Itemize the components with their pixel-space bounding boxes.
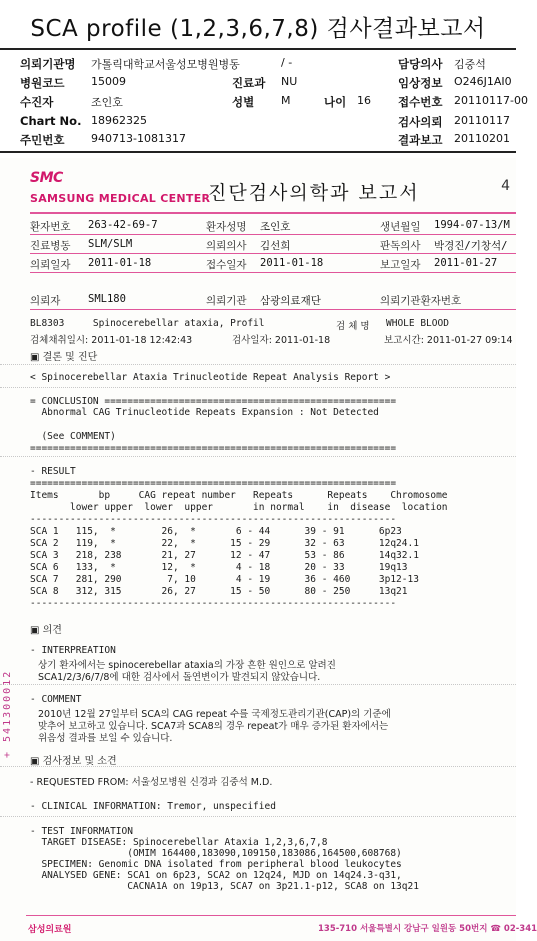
table-row: SCA 3 218, 238 21, 27 12 - 47 53 - 86 14q32.1 <box>30 550 419 561</box>
resident-id-label: 주민번호 <box>20 133 65 147</box>
chart-no-value: 18962325 <box>91 114 147 127</box>
scan-line <box>0 816 516 817</box>
result-rule-bottom: ---------------------------------------------------------------- <box>30 598 397 609</box>
test-code-line: BL8303 Spinocerebellar ataxia, Profil <box>30 318 265 329</box>
scan-line <box>0 364 516 365</box>
header-divider-bottom <box>0 151 516 153</box>
scan-line <box>0 766 516 767</box>
birth-label: 생년월일 <box>380 221 421 233</box>
report-date-value-2: 2011-01-27 <box>434 257 498 269</box>
interpretation-line-2: SCA1/2/3/6/7/8에 대한 검사에서 돌연변이가 발견되지 않았습니다. <box>38 672 321 683</box>
footer-address: 135-710 서울특별시 강남구 일원동 50번지 ☎ 02-341 <box>318 924 537 934</box>
grid-line <box>30 234 516 235</box>
collect-time: 검체채취일시: 2011-01-18 12:42:43 <box>30 335 193 346</box>
interpretation-line-1: 상기 환자에서는 spinocerebellar ataxia의 가장 흔한 원인으로 알려진 <box>38 660 336 671</box>
req-inst-value: 삼광의료재단 <box>260 295 321 307</box>
report-date-value: 20110201 <box>454 132 510 145</box>
patient-label: 수진자 <box>20 95 54 109</box>
reader-value: 박경진/기창석/ <box>434 240 508 252</box>
result-header: - RESULT <box>30 466 76 477</box>
doctor-value: 김중석 <box>454 58 486 71</box>
result-rule-top: ================================================================ <box>30 478 397 489</box>
conclusion-header: = CONCLUSION =================================================== <box>30 396 397 407</box>
patient-name-label: 환자성명 <box>206 221 247 233</box>
analysed-gene-line-2: CACNA1A on 19p13, SCA7 on 3p21.1-p12, SCA8 on 13q21 <box>30 881 419 892</box>
req-inst-patno-label: 의뢰기관환자번호 <box>380 295 462 307</box>
receipt-label: 접수번호 <box>398 95 443 109</box>
requester-label: 의뢰자 <box>30 295 61 307</box>
opinion-section-heading: ▣ 의견 <box>30 625 62 636</box>
test-information-header: - TEST INFORMATION <box>30 826 133 837</box>
req-date-label: 의뢰일자 <box>30 259 71 271</box>
result-table-head-1: Items bp CAG repeat number Repeats Repeats Chromosome <box>30 490 448 501</box>
hospital-code-value: 15009 <box>91 75 126 88</box>
patient-no-label: 환자번호 <box>30 221 71 233</box>
specimen-value: WHOLE BLOOD <box>386 318 449 329</box>
scan-line <box>0 456 516 457</box>
comment-line-3: 위음성 결과를 보일 수 있습니다. <box>38 733 173 744</box>
request-value: 20110117 <box>454 114 510 127</box>
header-divider-top <box>0 48 516 50</box>
age-label: 나이 <box>324 95 347 109</box>
scanned-report <box>0 158 537 941</box>
table-row: SCA 2 119, * 22, * 15 - 29 32 - 63 12q24.1 <box>30 538 419 549</box>
institution-label: 의뢰기관명 <box>20 57 76 71</box>
report-date-label-2: 보고일자 <box>380 259 421 271</box>
side-stamp: + 541300012 <box>2 669 13 758</box>
result-table-head-2: lower upper lower upper in normal in disease location <box>30 502 448 513</box>
report-time: 보고시간: 2011-01-27 09:14 <box>384 335 513 346</box>
req-date-value: 2011-01-18 <box>88 257 152 269</box>
target-disease-line-1: TARGET DISEASE: Spinocerebellar Ataxia 1,2,3,6,7,8 <box>30 837 328 848</box>
resident-id-value: 940713-1081317 <box>91 132 186 145</box>
dept-label: 진료과 <box>232 76 266 90</box>
footer-brand: 삼성의료원 <box>28 925 72 935</box>
interpretation-header: - INTERPREATION <box>30 645 116 656</box>
target-disease-line-2: (OMIM 164400,183090,109150,183086,164500,608768) <box>30 848 402 859</box>
scan-line <box>0 387 516 388</box>
smc-logo: SMC <box>30 170 63 186</box>
reader-label: 판독의사 <box>380 240 421 252</box>
clinical-label: 임상정보 <box>398 76 443 90</box>
recv-date-label: 접수일자 <box>206 259 247 271</box>
dept-value: NU <box>281 75 298 88</box>
comment-line-1: 2010년 12월 27일부터 SCA의 CAG repeat 수를 국제정도관리기관(CAP)의 기준에 <box>38 709 391 720</box>
req-doctor-value: 김선희 <box>260 240 291 252</box>
patient-value: 조인호 <box>91 96 123 109</box>
analysed-gene-line-1: ANALYSED GENE: SCA1 on 6p23, SCA2 on 12q24, MJD on 14q24.3-q31, <box>30 870 402 881</box>
patient-no-value: 263-42-69-7 <box>88 219 158 231</box>
conclusion-rule: ================================================================ <box>30 443 397 454</box>
conclusion-text: Abnormal CAG Trinucleotide Repeats Expansion : Not Detected <box>30 407 379 418</box>
report-title: 진단검사의학과 보고서 <box>208 182 420 204</box>
ward-label: 진료병동 <box>30 240 71 252</box>
exam-date: 검사일자: 2011-01-18 <box>232 335 331 346</box>
recv-date-value: 2011-01-18 <box>260 257 324 269</box>
grid-line <box>30 253 516 254</box>
receipt-value: 20110117-00 <box>454 94 528 107</box>
specimen-info: SPECIMEN: Genomic DNA isolated from peripheral blood leukocytes <box>30 859 402 870</box>
sex-value: M <box>281 94 291 107</box>
grid-line <box>30 309 516 310</box>
table-row: SCA 7 281, 290 7, 10 4 - 19 36 - 460 3p12-13 <box>30 574 419 585</box>
comment-header: - COMMENT <box>30 694 82 705</box>
test-info-section-heading: ▣ 검사정보 및 소견 <box>30 756 117 767</box>
birth-value: 1994-07-13/M <box>434 219 510 231</box>
specimen-label: 검 체 명 <box>336 321 370 332</box>
sex-label: 성별 <box>232 95 255 109</box>
page-title: SCA profile (1,2,3,6,7,8) 검사결과보고서 <box>30 16 486 42</box>
req-inst-label: 의뢰기관 <box>206 295 247 307</box>
result-rule-mid: ---------------------------------------------------------------- <box>30 514 397 525</box>
req-doctor-label: 의뢰의사 <box>206 240 247 252</box>
report-divider <box>30 212 516 214</box>
age-value: 16 <box>357 94 371 107</box>
comment-line-2: 맞추어 보고하고 있습니다. SCA7과 SCA8의 경우 repeat가 매우 증가된 환자에서는 <box>38 721 389 732</box>
table-row: SCA 1 115, * 26, * 6 - 44 39 - 91 6p23 <box>30 526 402 537</box>
grid-line <box>30 272 516 273</box>
result-section-heading: ▣ 결론 및 진단 <box>30 352 98 363</box>
requester-value: SML180 <box>88 293 126 305</box>
analysis-title: < Spinocerebellar Ataxia Trinucleotide Repeat Analysis Report > <box>30 372 391 383</box>
request-label: 검사의뢰 <box>398 115 443 129</box>
institution-value: 가톨릭대학교서울성모병원병동 <box>91 58 240 71</box>
ward-value: SLM/SLM <box>88 238 133 250</box>
corner-mark: 4 <box>501 178 510 194</box>
hospital-code-label: 병원코드 <box>20 76 65 90</box>
requested-from: - REQUESTED FROM: 서울성모병원 신경과 김중석 M.D. <box>30 777 273 788</box>
center-name: SAMSUNG MEDICAL CENTER <box>30 192 211 205</box>
clinical-information: - CLINICAL INFORMATION: Tremor, unspecified <box>30 801 276 812</box>
table-row: SCA 8 312, 315 26, 27 15 - 50 80 - 250 13q21 <box>30 586 408 597</box>
institution-slash: / - <box>281 56 293 69</box>
scan-line <box>0 684 516 685</box>
footer-divider <box>26 915 516 916</box>
report-date-label: 결과보고 <box>398 133 443 147</box>
see-comment: (See COMMENT) <box>30 431 116 442</box>
chart-no-label: Chart No. <box>20 114 82 128</box>
doctor-label: 담당의사 <box>398 57 443 71</box>
clinical-value: O246J1AI0 <box>454 75 512 88</box>
table-row: SCA 6 133, * 12, * 4 - 18 20 - 33 19q13 <box>30 562 408 573</box>
patient-name-value: 조인호 <box>260 221 291 233</box>
